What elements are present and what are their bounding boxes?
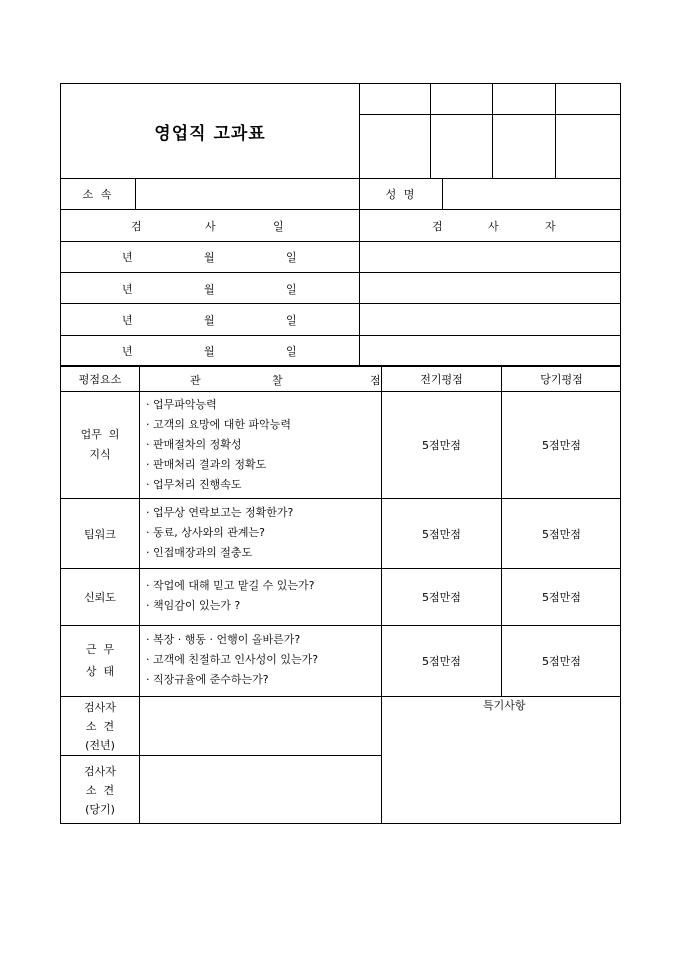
eval-row-1-item: · 판매처리 결과의 정확도 bbox=[146, 458, 267, 471]
eval-row-1-items bbox=[146, 395, 291, 495]
eval-row-3-item: · 작업에 대해 믿고 맡길 수 있는가? bbox=[146, 579, 315, 592]
eval-row-2-items bbox=[146, 503, 293, 563]
date-row-1-day: 일 bbox=[286, 251, 297, 264]
inspection-date-header-1: 검 bbox=[131, 220, 142, 233]
eval-row-4-element-line-1: 근 무 bbox=[85, 643, 115, 656]
eval-row-3-element: 신뢰도 bbox=[84, 591, 116, 604]
eval-row-2-previous[interactable]: 5점만점 bbox=[422, 527, 461, 541]
remarks-field[interactable] bbox=[382, 713, 621, 824]
eval-row-1-previous[interactable]: 5점만점 bbox=[422, 439, 461, 452]
date-row-3-inspector[interactable] bbox=[360, 304, 621, 335]
row-line-inspection-header bbox=[60, 209, 621, 210]
inspector-header-2: 사 bbox=[488, 220, 499, 233]
affiliation-label: 소 속 bbox=[82, 188, 114, 201]
eval-row-1-element bbox=[61, 392, 139, 498]
date-row-4-year: 년 bbox=[122, 345, 133, 358]
eval-row-4-items bbox=[146, 630, 318, 690]
approval-col-3 bbox=[555, 83, 556, 178]
date-row-4-month: 월 bbox=[204, 345, 215, 358]
date-row-1-month: 월 bbox=[204, 251, 215, 264]
eval-row-2-current[interactable]: 5점만점 bbox=[542, 527, 581, 541]
remarks-label: 특기사항 bbox=[483, 699, 526, 712]
opinion-prev-line-2: 소 견 bbox=[85, 719, 115, 733]
eval-row-2-item: · 동료, 상사와의 관계는? bbox=[146, 526, 265, 539]
date-row-4-inspector[interactable] bbox=[360, 336, 621, 366]
eval-header-previous: 전기평점 bbox=[420, 373, 463, 386]
date-row-2-day: 일 bbox=[286, 283, 297, 296]
eval-row-1-item: · 업무처리 진행속도 bbox=[146, 478, 242, 491]
inspector-header-3: 자 bbox=[545, 220, 556, 233]
eval-row-1-current[interactable]: 5점만점 bbox=[542, 439, 581, 452]
eval-row-1-element-line-2: 지식 bbox=[89, 448, 111, 461]
inspection-date-header-2: 사 bbox=[205, 220, 216, 233]
eval-row-4-current[interactable]: 5점만점 bbox=[542, 655, 581, 668]
approval-header-line bbox=[359, 114, 621, 115]
eval-row-3-previous[interactable]: 5점만점 bbox=[422, 591, 461, 604]
date-row-1-year: 년 bbox=[122, 251, 133, 264]
date-row-2-inspector[interactable] bbox=[360, 273, 621, 303]
affiliation-value[interactable] bbox=[136, 179, 359, 209]
eval-row-4-item: · 직장규율에 준수하는가? bbox=[146, 673, 269, 686]
eval-row-4-element-line-2: 상 태 bbox=[85, 665, 115, 678]
inspection-date-header-3: 일 bbox=[273, 220, 284, 233]
opinion-curr-label bbox=[61, 756, 139, 824]
eval-header-observation-3: 점 bbox=[370, 374, 381, 387]
opinion-curr-line-3: (당기) bbox=[85, 802, 115, 816]
date-row-3-year: 년 bbox=[122, 314, 133, 327]
eval-row-4-previous[interactable]: 5점만점 bbox=[422, 655, 461, 668]
eval-row-3-items bbox=[146, 576, 314, 616]
opinion-prev-line-3: (전년) bbox=[85, 738, 115, 752]
date-row-3-month: 월 bbox=[204, 314, 215, 327]
eval-header-element: 평점요소 bbox=[78, 373, 122, 386]
opinion-prev-label bbox=[61, 697, 139, 755]
date-row-2-year: 년 bbox=[122, 283, 133, 296]
approval-col-1 bbox=[430, 83, 431, 178]
eval-row-1-item: · 업무파악능력 bbox=[146, 398, 217, 411]
eval-row-1-item: · 고객의 요망에 대한 파악능력 bbox=[146, 418, 291, 431]
date-row-1-inspector[interactable] bbox=[360, 242, 621, 272]
eval-row-1-item: · 판매절차의 정확성 bbox=[146, 438, 242, 451]
eval-row-2-element: 팀워크 bbox=[84, 527, 116, 541]
opinion-curr-line-1: 검사자 bbox=[84, 764, 116, 778]
eval-row-4-element bbox=[61, 626, 139, 696]
eval-header-observation-1: 관 bbox=[190, 374, 201, 387]
name-value[interactable] bbox=[443, 179, 621, 209]
eval-row-4-item: · 고객에 친절하고 인사성이 있는가? bbox=[146, 653, 319, 666]
opinion-prev-line-1: 검사자 bbox=[84, 700, 116, 714]
date-row-2-month: 월 bbox=[204, 283, 215, 296]
date-row-3-day: 일 bbox=[286, 314, 297, 327]
date-row-4-day: 일 bbox=[286, 345, 297, 358]
opinion-curr-field[interactable] bbox=[140, 756, 381, 824]
eval-row-4-item: · 복장 · 행동 · 언행이 올바른가? bbox=[146, 633, 301, 646]
eval-row-2-item: · 인접매장과의 절충도 bbox=[146, 546, 253, 559]
opinion-curr-line-2: 소 견 bbox=[85, 783, 115, 797]
page-title: 영업직 고과표 bbox=[154, 123, 266, 144]
opinion-prev-field[interactable] bbox=[140, 697, 381, 755]
eval-row-3-item: · 책임감이 있는가 ? bbox=[146, 599, 241, 612]
name-label: 성 명 bbox=[385, 188, 417, 201]
approval-col-2 bbox=[492, 83, 493, 178]
inspector-header-1: 검 bbox=[432, 220, 443, 233]
eval-header-current: 당기평점 bbox=[540, 373, 583, 386]
eval-header-observation-2: 찰 bbox=[272, 374, 283, 387]
eval-row-2-item: · 업무상 연락보고는 정확한가? bbox=[146, 506, 294, 519]
eval-row-1-element-line-1: 업무 의 bbox=[80, 428, 120, 441]
eval-row-3-current[interactable]: 5점만점 bbox=[542, 591, 581, 604]
